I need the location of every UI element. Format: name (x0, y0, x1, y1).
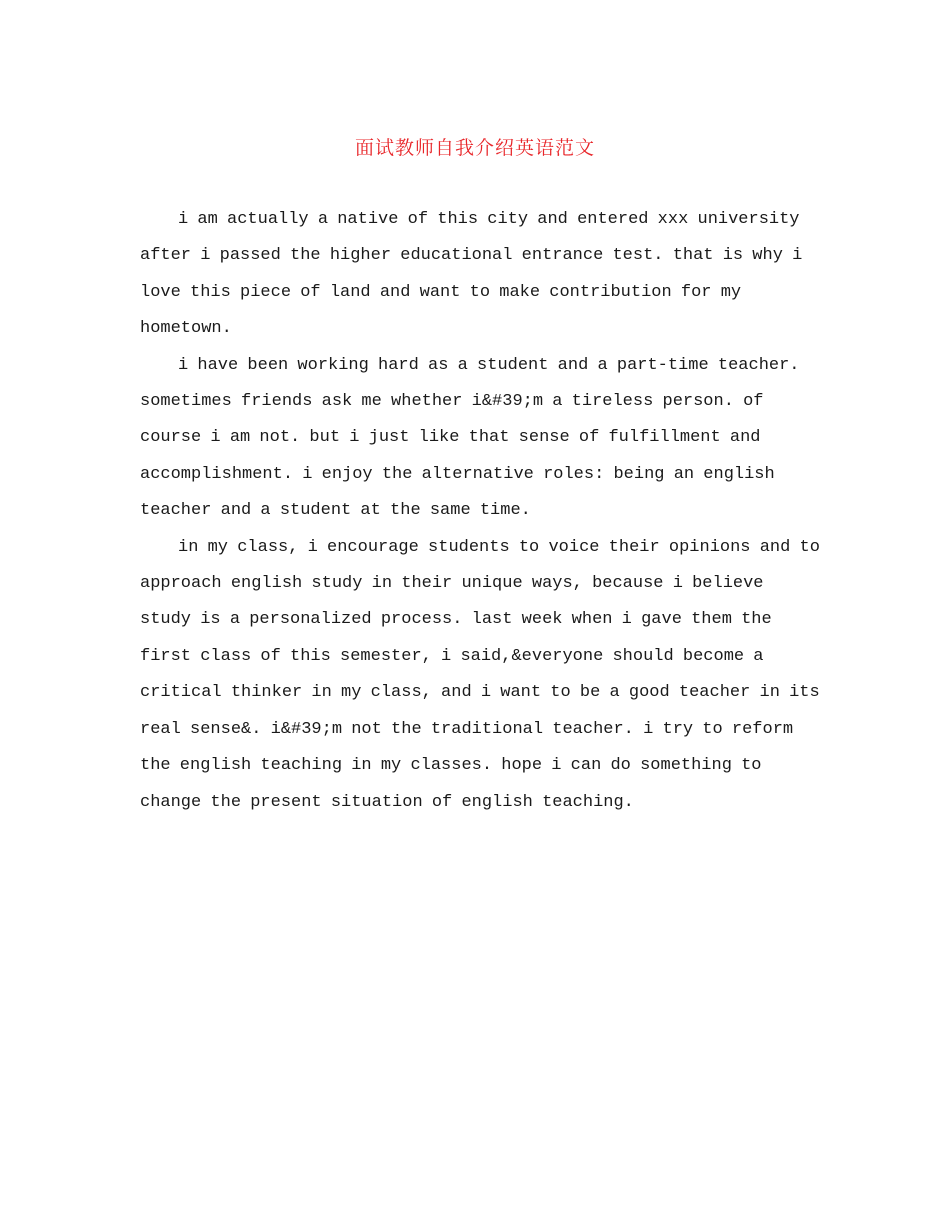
paragraph-2: i have been working hard as a student and a part-time teacher. sometimes friends ask me whether i&#39;m a tireless person. of course i am not. but i just like that sense of fulfillment and accomplishment. i enjoy the alternative roles: being an english teacher and a student at the same time. (140, 355, 800, 521)
paragraph-3: in my class, i encourage students to voice their opinions and to approach english study in their unique ways, because i believe study is a personalized process. last week when i gave them the first class of this semester, i said,&everyone should become a critical thinker in my class, and i want to be a good teacher in its real sense&. i&#39;m not the traditional teacher. i try to reform the english teaching in my classes. hope i can do something to change the present situation of english teaching. (140, 537, 820, 812)
paragraph-1: i am actually a native of this city and entered xxx university after i passed the higher educational entrance test. that is why i love this piece of land and want to make contribution for my hometown. (140, 210, 803, 339)
document-title: 面试教师自我介绍英语范文 (354, 137, 595, 159)
document-body (140, 202, 820, 821)
